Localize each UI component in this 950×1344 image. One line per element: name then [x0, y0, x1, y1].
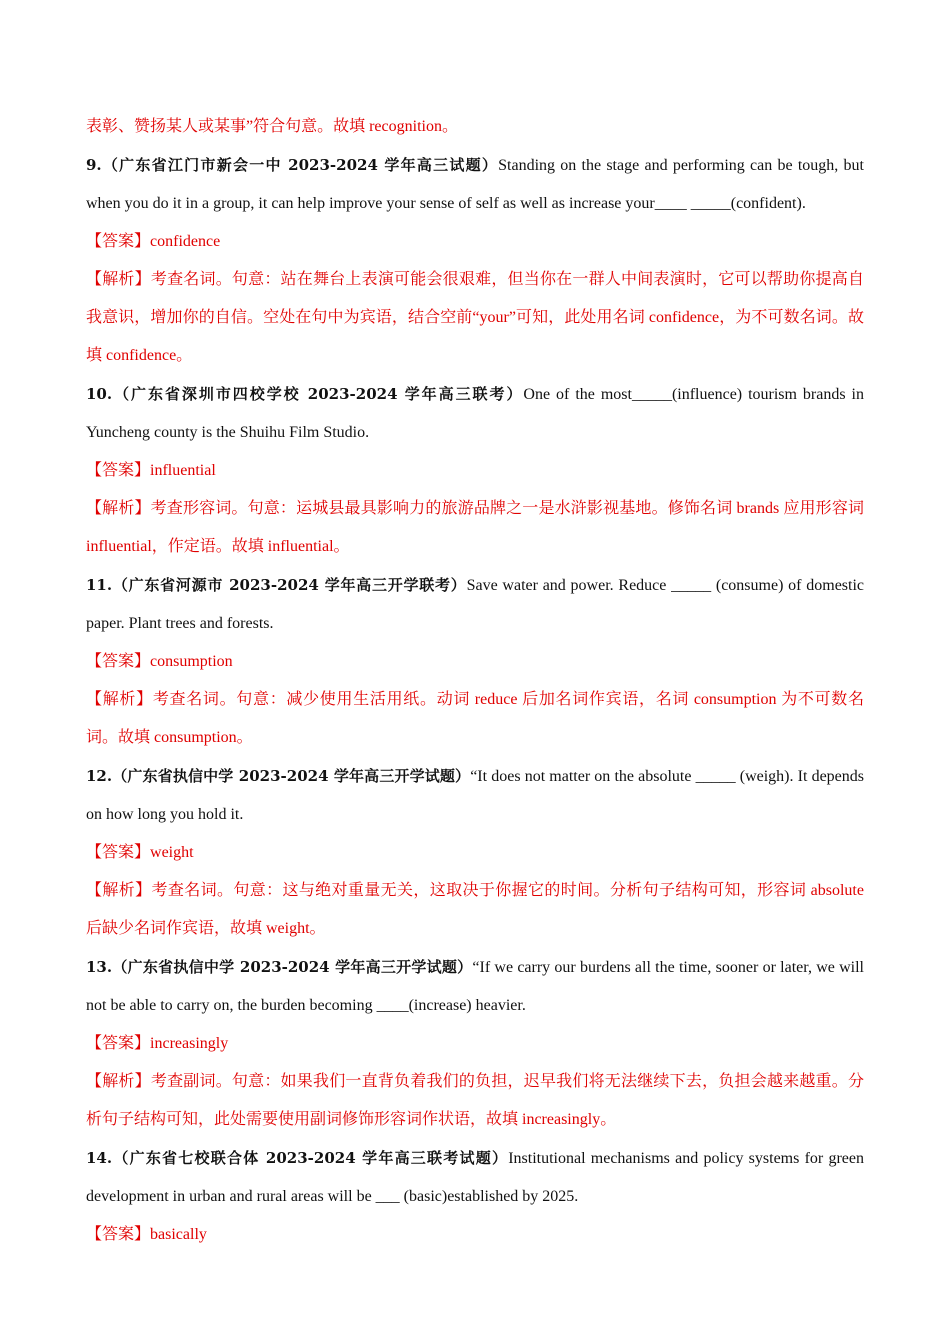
answer-value: confidence — [150, 233, 221, 250]
question-source: （广东省执信中学 2023-2024 学年高三开学试题） — [112, 958, 473, 976]
explanation-tag: 【解析】 — [86, 500, 151, 517]
explanation-tag: 【解析】 — [86, 271, 151, 288]
explanation-text: 考查名词。句意：这与绝对重量无关，这取决于你握它的时间。分析句子结构可知，形容词 absolute 后缺少名词作宾语，故填 weight。 — [86, 882, 864, 937]
question-10 — [86, 375, 864, 566]
explanation-text: 考查副词。句意：如果我们一直背负着我们的负担，迟早我们将无法继续下去，负担会越来越重。分析句子结构可知，此处需要使用副词修饰形容词作状语，故填 increasingly。 — [86, 1073, 864, 1128]
answer-line — [86, 1216, 864, 1254]
question-source: （广东省河源市 2023-2024 学年高三开学联考） — [112, 576, 467, 594]
answer-tag: 【答案】 — [86, 233, 151, 250]
question-source: （广东省江门市新会一中 2023-2024 学年高三试题） — [101, 156, 499, 174]
question-stem — [86, 375, 864, 452]
intro-tail: 表彰、赞扬某人或某事”符合句意。故填 recognition。 — [86, 118, 458, 135]
question-12 — [86, 757, 864, 948]
question-9 — [86, 146, 864, 375]
explanation-tag: 【解析】 — [86, 1073, 151, 1090]
explanation-text: 考查名词。句意：减少使用生活用纸。动词 reduce 后加名词作宾语，名词 consumption 为不可数名词。故填 consumption。 — [86, 691, 864, 746]
question-text: Save water and power. Reduce _____ (consume) of domestic paper. Plant trees and forests. — [86, 577, 865, 632]
question-number: 14. — [86, 1149, 113, 1167]
question-source: （广东省深圳市四校学校 2023-2024 学年高三联考） — [112, 385, 524, 403]
answer-line — [86, 834, 864, 872]
question-stem — [86, 757, 864, 834]
answer-value: increasingly — [150, 1035, 229, 1052]
question-source: （广东省执信中学 2023-2024 学年高三开学试题） — [112, 767, 471, 785]
question-number: 10. — [86, 385, 113, 403]
question-number: 9. — [86, 156, 102, 174]
document-page — [86, 108, 864, 1254]
answer-line — [86, 1025, 864, 1063]
question-text: “If we carry our burdens all the time, sooner or later, we will not be able to carry on, the burden becoming ____(increase) heavier. — [86, 959, 865, 1014]
answer-value: basically — [150, 1226, 207, 1243]
question-number: 13. — [86, 958, 113, 976]
answer-line — [86, 223, 864, 261]
explanation-line — [86, 261, 864, 375]
question-stem — [86, 146, 864, 223]
question-11 — [86, 566, 864, 757]
answer-value: influential — [150, 462, 216, 479]
answer-line — [86, 643, 864, 681]
question-number: 11. — [86, 576, 113, 594]
question-13 — [86, 948, 864, 1139]
answer-value: weight — [150, 844, 194, 861]
answer-line — [86, 452, 864, 490]
question-stem — [86, 1139, 864, 1216]
answer-tag: 【答案】 — [86, 1226, 151, 1243]
question-number: 12. — [86, 767, 113, 785]
explanation-line — [86, 490, 864, 566]
question-source: （广东省七校联合体 2023-2024 学年高三联考试题） — [112, 1149, 509, 1167]
answer-tag: 【答案】 — [86, 653, 151, 670]
explanation-tag: 【解析】 — [86, 882, 152, 899]
question-stem — [86, 566, 864, 643]
answer-value: consumption — [150, 653, 233, 670]
explanation-line — [86, 681, 864, 757]
question-14 — [86, 1139, 864, 1254]
explanation-tag: 【解析】 — [86, 691, 153, 708]
question-text: “It does not matter on the absolute _____ (weigh). It depends on how long you hold it. — [86, 768, 865, 823]
explanation-line — [86, 872, 864, 948]
question-text: Standing on the stage and performing can be tough, but when you do it in a group, it can help improve your sense of self as well as increase your____ _____(confident). — [86, 157, 864, 212]
question-stem — [86, 948, 864, 1025]
answer-tag: 【答案】 — [86, 844, 151, 861]
answer-tag: 【答案】 — [86, 1035, 151, 1052]
explanation-line — [86, 1063, 864, 1139]
explanation-text: 考查名词。句意：站在舞台上表演可能会很艰难，但当你在一群人中间表演时，它可以帮助你提高自我意识，增加你的自信。空处在句中为宾语，结合空前“your”可知，此处用名词 confidence，为不可数名词。故填 confidence。 — [86, 271, 864, 364]
question-text: Institutional mechanisms and policy systems for green development in urban and rural areas will be ___ (basic)established by 2025. — [86, 1150, 865, 1205]
question-text: One of the most_____(influence) tourism brands in Yuncheng county is the Shuihu Film Studio. — [86, 386, 864, 441]
explanation-text: 考查形容词。句意：运城县最具影响力的旅游品牌之一是水浒影视基地。修饰名词 brands 应用形容词 influential，作定语。故填 influential。 — [86, 500, 864, 555]
answer-tag: 【答案】 — [86, 462, 151, 479]
